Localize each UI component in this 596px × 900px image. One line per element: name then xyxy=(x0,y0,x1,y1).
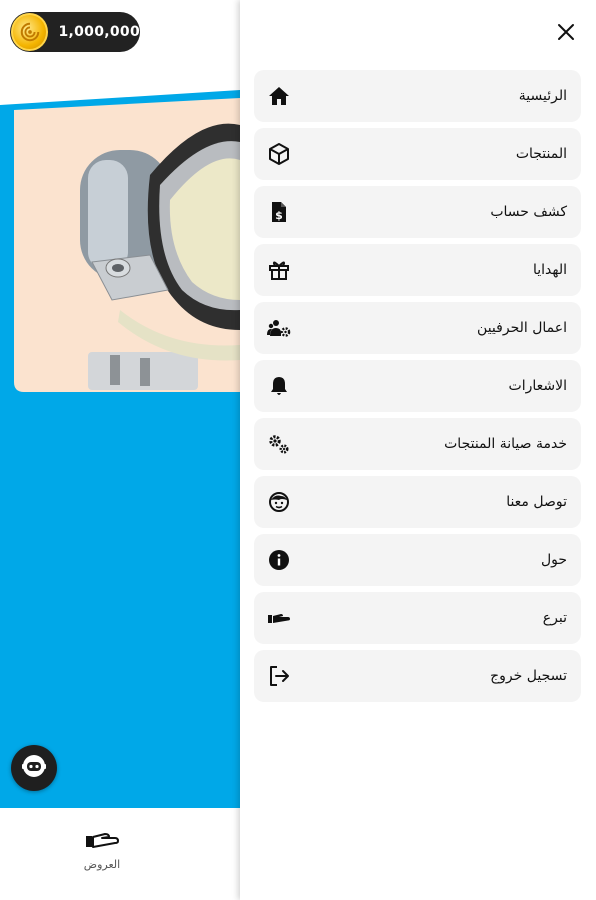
gift-icon xyxy=(266,257,292,283)
info-icon xyxy=(266,547,292,573)
menu-item-label: حول xyxy=(540,552,567,568)
menu-item-label: تبرع xyxy=(542,610,567,626)
close-button[interactable] xyxy=(554,22,578,46)
bottom-navigation xyxy=(0,810,240,900)
background-app xyxy=(0,0,240,900)
gears-icon xyxy=(266,431,292,457)
menu-item-logout[interactable] xyxy=(254,650,581,702)
smile-face-icon xyxy=(266,489,292,515)
invoice-dollar-icon xyxy=(266,199,292,225)
menu-item-donate[interactable] xyxy=(254,592,581,644)
menu-item-label: الاشعارات xyxy=(508,378,567,394)
menu-item-contact-us[interactable] xyxy=(254,476,581,528)
bell-icon xyxy=(266,373,292,399)
menu-item-gifts[interactable] xyxy=(254,244,581,296)
coin-balance-badge[interactable] xyxy=(10,12,140,52)
menu-item-notifications[interactable] xyxy=(254,360,581,412)
nav-offers-tab[interactable] xyxy=(70,828,134,871)
nav-offers-label: العروض xyxy=(83,858,121,871)
menu-item-label: تسجيل خروج xyxy=(490,668,567,684)
navigation-drawer xyxy=(240,0,596,900)
home-icon xyxy=(266,83,292,109)
menu-item-label: الرئيسية xyxy=(518,88,567,104)
menu-item-label: الهدايا xyxy=(532,262,567,278)
menu-item-label: المنتجات xyxy=(515,146,567,162)
coin-balance-value: 1,000,000 xyxy=(58,24,140,40)
menu-item-label: توصل معنا xyxy=(506,494,567,510)
coin-icon xyxy=(11,13,48,51)
close-icon xyxy=(557,23,575,45)
menu-item-label: كشف حساب xyxy=(490,204,567,220)
menu-item-label: خدمة صيانة المنتجات xyxy=(444,436,567,452)
menu-item-products[interactable] xyxy=(254,128,581,180)
hand-offer-icon xyxy=(70,828,134,850)
menu-item-maintenance-service[interactable] xyxy=(254,418,581,470)
menu-item-home[interactable] xyxy=(254,70,581,122)
users-gear-icon xyxy=(266,315,292,341)
menu-item-craftsmen-works[interactable] xyxy=(254,302,581,354)
hero-banner xyxy=(0,0,240,820)
box-icon xyxy=(266,141,292,167)
menu-item-account-statement[interactable] xyxy=(254,186,581,238)
robot-face-icon xyxy=(19,751,49,785)
hand-give-icon xyxy=(266,605,292,631)
drawer-menu xyxy=(254,70,581,708)
menu-item-about[interactable] xyxy=(254,534,581,586)
svg-text:$: $ xyxy=(275,209,283,222)
logout-icon xyxy=(266,663,292,689)
menu-item-label: اعمال الحرفيين xyxy=(477,320,567,336)
product-image xyxy=(14,98,240,392)
assistant-button[interactable] xyxy=(11,745,57,791)
